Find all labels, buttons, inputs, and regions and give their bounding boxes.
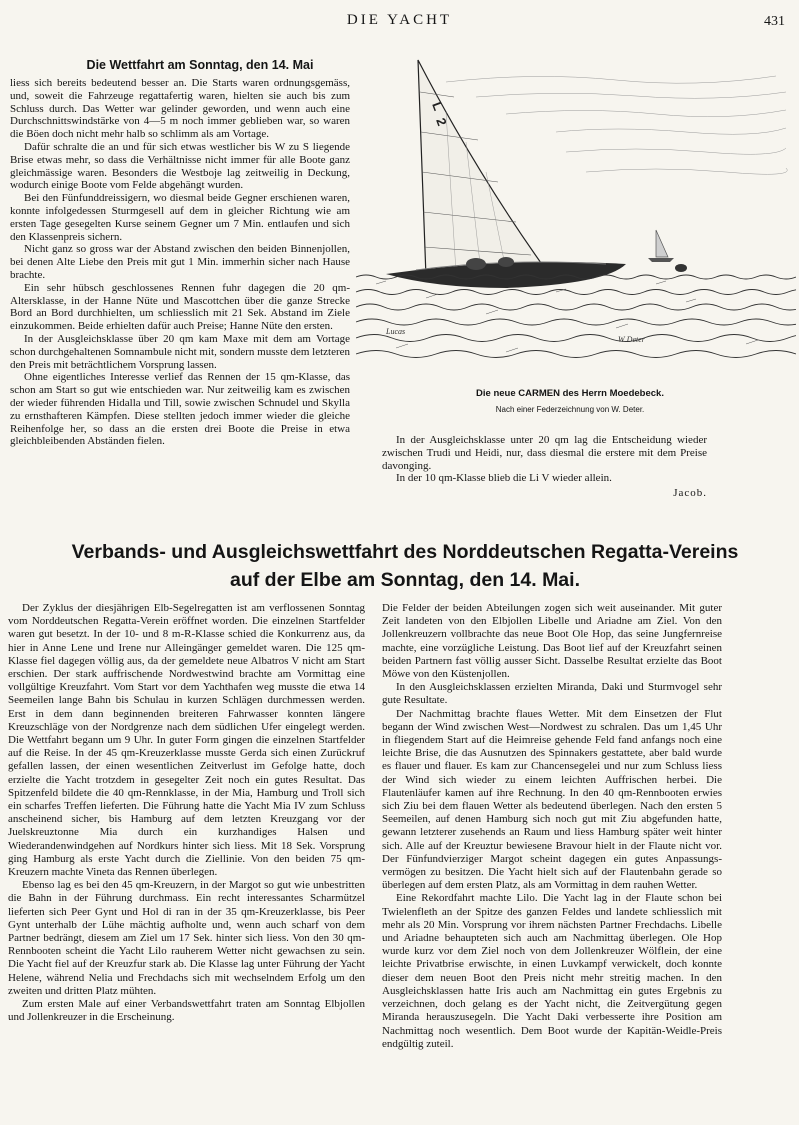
svg-text:Lucas: Lucas	[386, 327, 406, 336]
artist-signatures	[385, 327, 646, 344]
paragraph: Ebenso lag es bei den 45 qm-Kreuzern, in der Margot so gut wie unbestritten die Bahn in der Führung durchmass. Ein recht interessantes Scharmützel lieferten sich Peer Gynt und Hol di ran in der 35 qm-Kreuzerklasse, bis Peer Gynt unterhalb der Lühe mächtig aufholte und, wenn auch scharf von dem Partner bedrängt, diesem am Ziel um 17 Sek. hinter sich liess. Von den 30 qm-Rennbooten scheint die Yacht Lilo rauherem Wetter nicht gewachsen zu sein. Die Yacht fiel auf der Kreuzfur stark ab. Die Klasse lag unter Führung der Yacht Helene, während Nelia und Frechdachs sich mit wechselndem Erfolg um den zweiten und dritten Platz mühten.	[8, 879, 365, 997]
sea-waves	[356, 275, 796, 358]
paragraph: Bei den Fünfunddreissigern, wo diesmal beide Gegner erschienen waren, konnte infolgedessen Sturmgesell auf dem in gleicher Richtung wie am ersten Tage gesegelten Kurse seinem Gegner um 7 Min. entlaufen und sich den Klassenpreis sichern.	[10, 192, 350, 243]
figure-caption	[380, 388, 760, 414]
paragraph: Der Zyklus der diesjährigen Elb-Segelregatten ist am verflossenen Sonntag vom Norddeutschen Regatta-Verein eröffnet worden. Die einzelnen Startfelder waren gut besetzt. In der 10- und 8 m-R-Klasse schied die Konkurrenz aus, da hier in Anne Lene und Irene nur Alleingänger gemeldet waren. Die 125 qm-Klasse fiel dagegen völlig aus, da der gemeldete neue Albatros V nicht am Start erschien. Der stark auffrischende Nordwestwind brachte am Vormittag eine vollgültige Kreuzfahrt. Vom Start vor dem Yachthafen weg musste die etwa 14 Seemeilen lange Bahn bis Schulau in kurzen Schlägen durchmessen werden. Erst in dem dann beginnenden breiteren Fahrwasser konnten längere Kreuzschläge von der Nordgrenze nach dem südlichen Ufer eingelegt werden. Die Wettfahrt begann um 9 Uhr. In guter Form gingen die einzelnen Startfelder auf die Reise. In der 45 qm-Kreuzerklasse musste Gerda sich einen Zurückruf gefallen lassen, der einen wesentlichen Zeitverlust im Gefolge hatte, doch erzielte die Yacht trotzdem in gesegelter Zeit noch ein gutes Resultat. Das Spitzenfeld bildete die 40 qm-Rennklasse, in der Mia, Hamburg und Troll sich ein scharfes Treffen lieferten. Die Führung hatte die Yacht Mia IV zum Schluss anscheinend sicher, bis Hamburg auf dem letzten Kreuzgang vor der Juelskreuztonne Mia durch ein kurzhandiges Halsen und Wiederandenwindgehen auf Nordkurs hinter sich liess. Mit 18 Sek. Vorsprung ging Hamburg als erste Yacht durch die Ziellinie. Von den beiden 75 qm-Kreuzern machte Vineta das Rennen überlegen.	[8, 602, 365, 879]
sky-hatching	[446, 76, 787, 174]
sailboat-drawing	[356, 52, 796, 364]
paragraph: liess sich bereits bedeutend besser an. Die Starts waren ordnungsgemäss, und, soweit die Fahrzeuge regattafertig waren, hielten sie auch bis zum Schluss durch. Das Wetter war gelinder geworden, und wenn auch eine Durchschnittswindstärke von 4—5 m noch immer geblieben war, so waren die Böen doch nicht mehr halb so schlimm als am Vortage.	[10, 77, 350, 141]
hull	[386, 257, 626, 288]
paragraph: Eine Rekordfahrt machte Lilo. Die Yacht lag in der Flaute schon bei Twielenfleth an der Spitze des ganzen Feldes und landete schliesslich mit mehr als 20 Min. Vorsprung vor ihrem nächsten Partner Frechdachs. Libelle und Ariadne behaupteten sich auch am Nachmittag überlegen. Ole Hop wurde kurz vor dem Ziel noch von dem Jollenkreuzer Wölflein, der eine leichte Privatbrise erwischte, in einen Luvkampf verwickelt, doch konnte dieser dem neuen Boot den Preis nicht mehr streitig machen. In den Ausgleichsklassen hatte Iris auch am Nachmittag ein gutes Ergebnis zu verzeichnen, doch gelang es der Yacht nicht, die Zeitvergütung gegen Miranda herauszusegeln. Die Yacht Daki verbesserte ihre Position am Nachmittag noch wesentlich. Dem Boot wurde der Kapitän-Weidle-Preis endgültig zuteil.	[382, 892, 722, 1050]
mainsail	[418, 60, 546, 277]
article-title-line: Verbands- und Ausgleichswettfahrt des Norddeutschen Regatta-Vereins	[71, 541, 739, 563]
paragraph: Dafür schralte die an und für sich etwas westlicher bis W zu S liegende Brise etwas mehr, so dass die Verhältnisse nicht immer für alle Boote ganz gleichmässige waren. Besonders die Westboje lag zeitweilig in Deckung, wodurch einige Boote vom Felde abgehängt wurden.	[10, 140, 350, 192]
figure-caption-title: Die neue CARMEN des Herrn Moedebeck.	[476, 388, 664, 399]
buoy	[675, 264, 687, 272]
paragraph: In der 10 qm-Klasse blieb die Li V wieder allein.	[396, 472, 612, 485]
paragraph: Ein sehr hübsch geschlossenes Rennen fuhr dagegen die 20 qm-Altersklasse, in der Hanne Nüte und Mascottchen über die ganze Strecke Bord an Bord durchhielten, um schliesslich mit 21 Sek. Abstand im Ziele einzukommen. Beide erhielten dafür auch Preise; Hanne Nüte den ersten.	[10, 281, 350, 333]
article-column-right	[382, 602, 722, 1051]
article-column-left	[8, 602, 365, 1025]
paragraph: In der Ausgleichsklasse unter 20 qm lag die Entscheidung wieder zwischen Trudi und Heidi, nur, dass diesmal die erstere mit dem Preise davonging.	[382, 434, 707, 472]
section-heading: Die Wettfahrt am Sonntag, den 14. Mai	[86, 58, 314, 72]
article-title	[15, 538, 795, 594]
journal-title: DIE YACHT	[346, 12, 453, 28]
svg-text:L: L	[429, 99, 446, 113]
running-head	[0, 12, 799, 36]
distant-sailboat	[648, 230, 674, 262]
sailboat-illustration	[356, 52, 796, 364]
figure-credit: Nach einer Federzeichnung von W. Deter.	[495, 405, 645, 414]
svg-text:2: 2	[433, 115, 450, 128]
paragraph: Zum ersten Male auf einer Verbandswettfahrt traten am Sonntag Elbjollen und Jollenkreuzer in die Erscheinung.	[8, 998, 365, 1024]
paragraph: Nicht ganz so gross war der Abstand zwischen den beiden Binnenjollen, bei denen Alte Liebe den Preis mit gut 1 Min. immerhin sicher nach Hause brachte.	[10, 243, 350, 281]
paragraph: Der Nachmittag brachte flaues Wetter. Mit dem Einsetzen der Flut begann der Wind zwischen West—Nordwest zu schralen. Das um 1,45 Uhr in fliegendem Start auf die Heimreise gehende Feld fand anfangs noch eine leichte Brise, die das Ausnutzen des Spinnakers gestattete, aber bald wurde es flauer und flauer. Es kam zur Chancensegelei und nur zum Schluss liess der Wind sich wieder zu einem leichten Auffrischen herbei. Die Flautenläufer kamen auf ihre Rechnung. In den 40 qm-Rennbooten erwies sich Ziu bei dem flauen Wetter als bedeutend überlegen. Nach den ersten 5 Seemeilen, auf denen Hamburg sich noch gut mit Ziu abgefunden hatte, gewann letzterer zusehends an Raum und liess Hamburg später weit hinter sich. Alle auf der Kreuztur bewiesene Bravour hielt in der Flaute nicht vor. Der Fünfundvierziger Margot scheint dagegen ein gutes Anpassungsvermögen zu besitzen. Die Yacht hielt sich auf der Flautenbahn gerade so überlegen auf dem ersten Platz, als am Vormittag in dem rauhen Wetter.	[382, 707, 722, 892]
author-signature: Jacob.	[673, 487, 707, 500]
paragraph: In den Ausgleichsklassen erzielten Miranda, Daki und Sturmvogel sehr gute Resultate.	[382, 681, 722, 707]
page-number: 431	[764, 14, 785, 29]
paragraph: In der Ausgleichsklasse über 20 qm kam Maxe mit dem am Vortage schon durchgehaltenen Somnambule nicht mit, sondern musste dem letzteren den Preis mit beträchtlichem Vorsprung lassen.	[10, 332, 350, 371]
paragraph: Die Felder der beiden Abteilungen zogen sich weit auseinander. Mit guter Zeit landeten von den Elbjollen Libelle und Ariadne am Ziel. Von den Jollenkreuzern vollbrachte das neue Boot Ole Hop, das seine Jungfernreise machte, eine vorzügliche Leistung. Das Boot lief auf der Kreuzfahrt seinen beiden Partnern fast völlig ausser Sicht. Dasselbe Resultat erzielte das Boot Möwe von den Küstenjollen.	[382, 602, 722, 681]
report-column-right	[382, 434, 707, 500]
article-title-line: auf der Elbe am Sonntag, den 14. Mai.	[230, 569, 580, 591]
report-column-left	[10, 77, 350, 448]
paragraph: Ohne eigentliches Interesse verlief das Rennen der 15 qm-Klasse, das schon am Start so gut wie entschieden war. Nur zeitweilig kam es zwischen der wieder führenden Hidalla und Till, sowie zwischen Schnudel und Skylla zu ernsthafteren Kämpfen. Diese stellten jedoch immer wieder die gleiche Reihenfolge her, so dass an die ersten drei Boote die Preise in etwa gleichbleibenden Abständen fielen.	[10, 371, 350, 448]
svg-text:W Deter: W Deter	[618, 335, 645, 344]
